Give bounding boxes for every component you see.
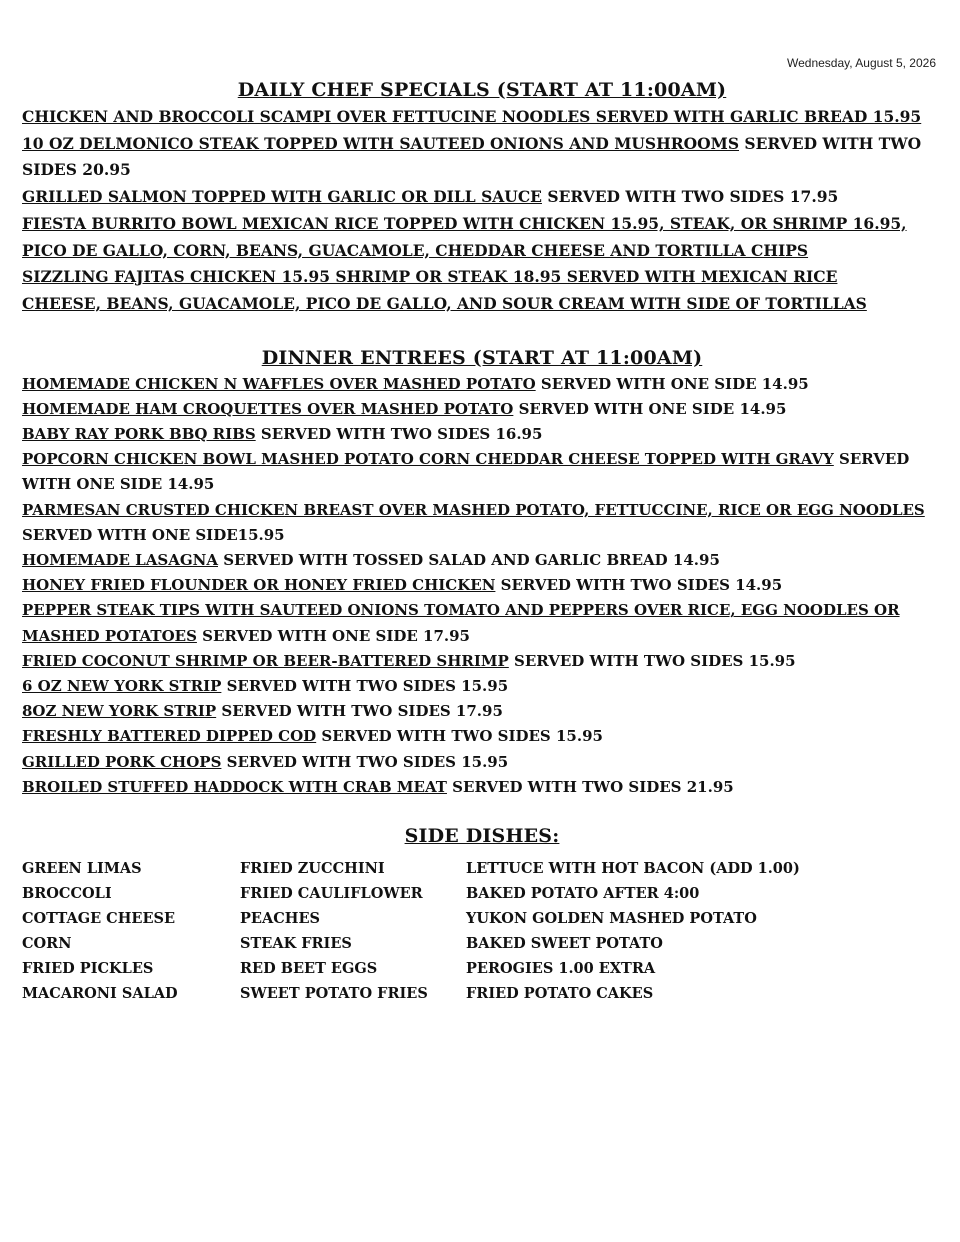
special-line	[22, 264, 942, 291]
side-dish: MACARONI SALAD	[22, 985, 178, 1003]
entree-line-underlined-text: PARMESAN CRUSTED CHICKEN BREAST OVER MASHED POTATO, FETTUCCINE, RICE OR EGG NOODLES	[22, 500, 925, 519]
entree-line-underlined-text: HOMEMADE HAM CROQUETTES OVER MASHED POTATO	[22, 399, 514, 418]
special-line	[22, 184, 942, 211]
side-dish: SWEET POTATO FRIES	[240, 985, 428, 1003]
menu	[22, 76, 942, 1006]
side-dish: FRIED ZUCCHINI	[240, 860, 385, 878]
entrees-list	[22, 372, 942, 800]
entree-line	[22, 372, 942, 397]
entree-line	[22, 775, 942, 800]
entree-line-underlined-text: BABY RAY PORK BBQ RIBS	[22, 425, 256, 444]
side-dish: COTTAGE CHEESE	[22, 910, 176, 928]
entree-line-text: SERVED WITH TWO SIDES 14.95	[495, 576, 783, 595]
entree-line	[22, 674, 942, 699]
special-line-underlined-text: CHICKEN AND BROCCOLI SCAMPI OVER FETTUCINE NOODLES SERVED WITH GARLIC BREAD 15.95	[22, 107, 922, 126]
entree-line-text: SERVED WITH TWO SIDES 17.95	[216, 702, 503, 721]
side-dish: STEAK FRIES	[240, 935, 352, 953]
entree-line-underlined-text: PEPPER STEAK TIPS WITH SAUTEED ONIONS TOMATO AND PEPPERS OVER RICE, EGG NOODLES OR	[22, 601, 900, 620]
entree-line	[22, 422, 942, 447]
entree-line-underlined-text: GRILLED PORK CHOPS	[22, 752, 222, 771]
side-dish: LETTUCE WITH HOT BACON (ADD 1.00)	[466, 860, 800, 878]
side-dish: BROCCOLI	[22, 885, 112, 903]
entree-line	[22, 750, 942, 775]
special-line	[22, 157, 942, 184]
entree-line-underlined-text: 6 OZ NEW YORK STRIP	[22, 677, 222, 696]
entree-line-text: WITH ONE SIDE 14.95	[22, 475, 215, 494]
entree-line	[22, 548, 942, 573]
side-dish: PEROGIES 1.00 EXTRA	[466, 960, 656, 978]
side-dish: FRIED POTATO CAKES	[466, 985, 654, 1003]
side-dish: CORN	[22, 935, 72, 953]
entree-line	[22, 624, 942, 649]
entree-line-underlined-text: POPCORN CHICKEN BOWL MASHED POTATO CORN CHEDDAR CHEESE TOPPED WITH GRAVY	[22, 450, 834, 469]
entree-line-text: SERVED WITH TWO SIDES 15.95	[508, 651, 796, 670]
entree-line-text: SERVED WITH ONE SIDE 14.95	[513, 399, 787, 418]
entree-line-underlined-text: MASHED POTATOES	[22, 626, 197, 645]
sides-grid	[22, 856, 942, 1006]
side-dish: FRIED CAULIFLOWER	[240, 885, 423, 903]
entree-line-text: SERVED WITH ONE SIDE 14.95	[535, 374, 809, 393]
entree-line-underlined-text: FRESHLY BATTERED DIPPED COD	[22, 727, 317, 746]
entree-line-text: SERVED WITH TOSSED SALAD AND GARLIC BREAD 14.95	[218, 551, 720, 570]
entree-line	[22, 523, 942, 548]
entrees-heading: DINNER ENTREES (START AT 11:00AM)	[261, 346, 703, 369]
entree-line	[22, 498, 942, 523]
special-line	[22, 211, 942, 238]
entree-line	[22, 598, 942, 623]
entree-line-text: SERVED WITH TWO SIDES 21.95	[446, 777, 734, 796]
entree-line-underlined-text: BROILED STUFFED HADDOCK WITH CRAB MEAT	[22, 777, 447, 796]
entree-line-text: SERVED WITH TWO SIDES 15.95	[221, 677, 509, 696]
side-dish: BAKED SWEET POTATO	[466, 935, 663, 953]
entree-line-underlined-text: HOMEMADE LASAGNA	[22, 551, 218, 570]
side-dish: BAKED POTATO AFTER 4:00	[466, 885, 700, 903]
entree-line	[22, 472, 942, 497]
entree-line	[22, 699, 942, 724]
side-dish: YUKON GOLDEN MASHED POTATO	[466, 910, 757, 928]
entree-line-text: SERVED WITH ONE SIDE 17.95	[196, 626, 470, 645]
side-dish: FRIED PICKLES	[22, 960, 154, 978]
entree-line-text: SERVED	[833, 450, 910, 469]
special-line-text: SIDES 20.95	[22, 160, 131, 180]
side-dish: GREEN LIMAS	[22, 860, 142, 878]
entree-line-underlined-text: FRIED COCONUT SHRIMP OR BEER-BATTERED SHRIMP	[22, 651, 509, 670]
special-line	[22, 291, 942, 318]
special-line-text: SERVED WITH TWO SIDES 17.95	[541, 187, 839, 207]
special-line-underlined-text: FIESTA BURRITO BOWL MEXICAN RICE TOPPED WITH CHICKEN 15.95, STEAK, OR SHRIMP 16.95,	[22, 213, 907, 233]
entree-line	[22, 724, 942, 749]
entree-line-underlined-text: HONEY FRIED FLOUNDER OR HONEY FRIED CHICKEN	[22, 576, 496, 595]
side-dish: PEACHES	[240, 910, 320, 928]
specials-list	[22, 104, 942, 318]
entree-line	[22, 573, 942, 598]
sides-heading: SIDE DISHES:	[404, 825, 560, 848]
entree-line	[22, 447, 942, 472]
entree-line	[22, 649, 942, 674]
entree-line-text: SERVED WITH TWO SIDES 15.95	[221, 752, 509, 771]
special-line	[22, 238, 942, 265]
side-dish: RED BEET EGGS	[240, 960, 378, 978]
special-line-underlined-text: SIZZLING FAJITAS CHICKEN 15.95 SHRIMP OR STEAK 18.95 SERVED WITH MEXICAN RICE	[22, 267, 838, 287]
entree-line-underlined-text: 8OZ NEW YORK STRIP	[22, 702, 217, 721]
special-line-underlined-text: GRILLED SALMON TOPPED WITH GARLIC OR DILL SAUCE	[22, 187, 542, 207]
entree-line-text: SERVED WITH ONE SIDE15.95	[22, 525, 285, 544]
special-line-underlined-text: CHEESE, BEANS, GUACAMOLE, PICO DE GALLO, AND SOUR CREAM WITH SIDE OF TORTILLAS	[22, 293, 867, 313]
special-line	[22, 104, 942, 131]
special-line-underlined-text: 10 OZ DELMONICO STEAK TOPPED WITH SAUTEED ONIONS AND MUSHROOMS	[22, 133, 740, 153]
special-line	[22, 131, 942, 158]
specials-heading: DAILY CHEF SPECIALS (START AT 11:00AM)	[237, 79, 727, 101]
date-stamp: Wednesday, August 5, 2026	[787, 56, 936, 70]
entree-line-text: SERVED WITH TWO SIDES 16.95	[255, 425, 543, 444]
entree-line-underlined-text: HOMEMADE CHICKEN N WAFFLES OVER MASHED POTATO	[22, 374, 536, 393]
special-line-text: SERVED WITH TWO	[739, 133, 922, 153]
entree-line	[22, 397, 942, 422]
special-line-underlined-text: PICO DE GALLO, CORN, BEANS, GUACAMOLE, CHEDDAR CHEESE AND TORTILLA CHIPS	[22, 240, 809, 260]
entree-line-text: SERVED WITH TWO SIDES 15.95	[316, 727, 603, 746]
